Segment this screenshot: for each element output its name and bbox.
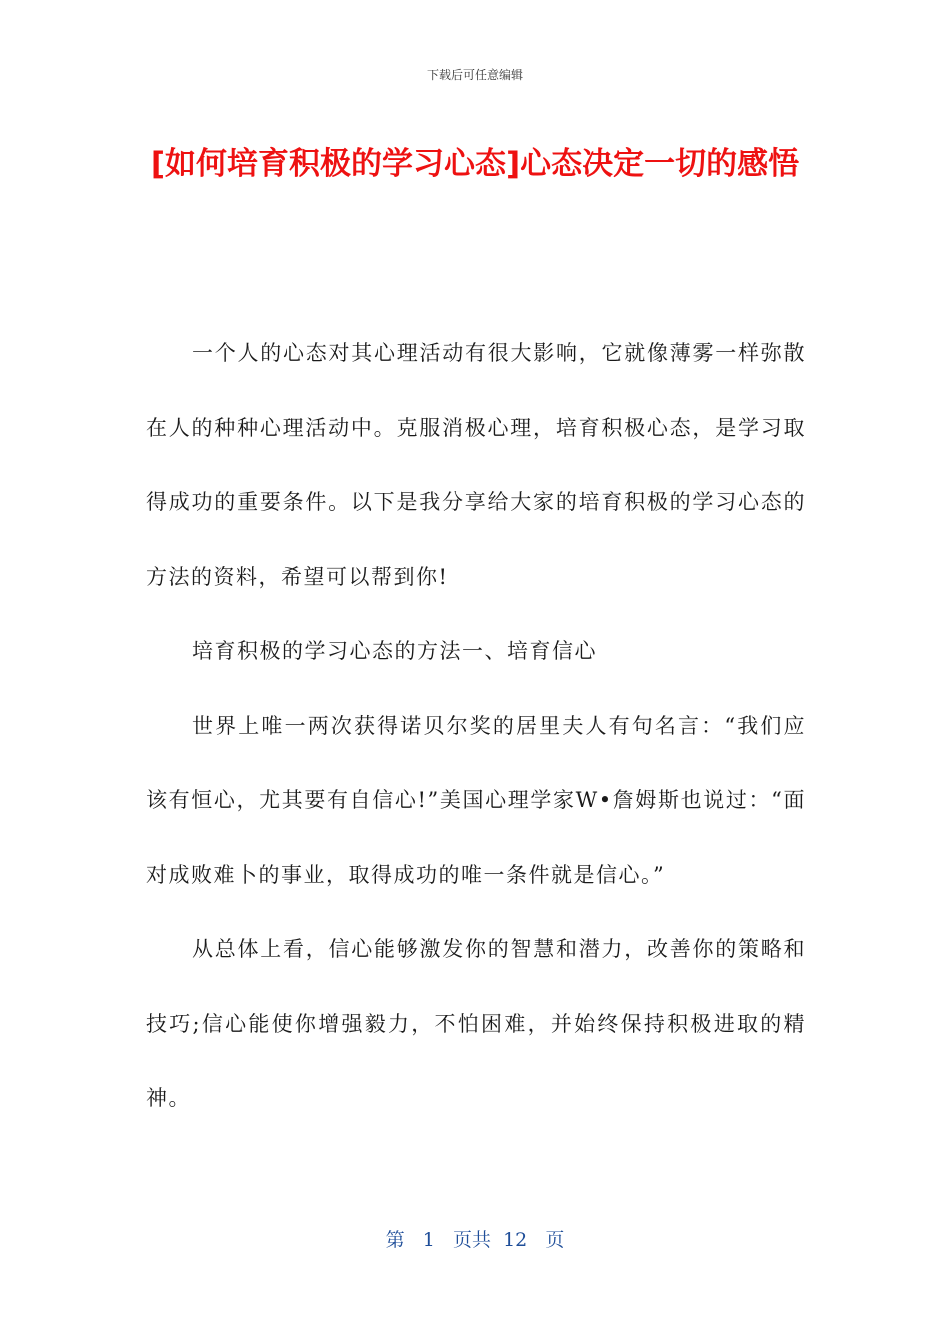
total-pages-number: 12	[503, 1229, 528, 1251]
footer-prefix: 第	[385, 1229, 405, 1251]
current-page-number: 1	[422, 1229, 435, 1251]
paragraph-summary: 从总体上看，信心能够激发你的智慧和潜力，改善你的策略和技巧;信心能使你增强毅力，不怕困难，并始终保持积极进取的精神。	[146, 937, 806, 1110]
document-body	[146, 316, 806, 1136]
header-note: 下载后可任意编辑	[426, 68, 523, 82]
footer-middle: 页共	[452, 1229, 491, 1251]
footer-suffix: 页	[545, 1229, 565, 1251]
document-title: [如何培育积极的学习心态]心态决定一切的感悟	[150, 146, 800, 182]
paragraph-quote: 世界上唯一两次获得诺贝尔奖的居里夫人有句名言：“我们应该有恒心，尤其要有自信心!”美国心理学家W•詹姆斯也说过：“面对成败难卜的事业，取得成功的唯一条件就是信心。”	[146, 713, 806, 887]
paragraph-intro: 一个人的心态对其心理活动有很大影响，它就像薄雾一样弥散在人的种种心理活动中。克服消极心理，培育积极心态，是学习取得成功的重要条件。以下是我分享给大家的培育积极的学习心态的方法的资料，希望可以帮到你!	[146, 341, 806, 589]
section-heading-confidence: 培育积极的学习心态的方法一、培育信心	[192, 639, 597, 663]
page-footer	[0, 1225, 950, 1252]
